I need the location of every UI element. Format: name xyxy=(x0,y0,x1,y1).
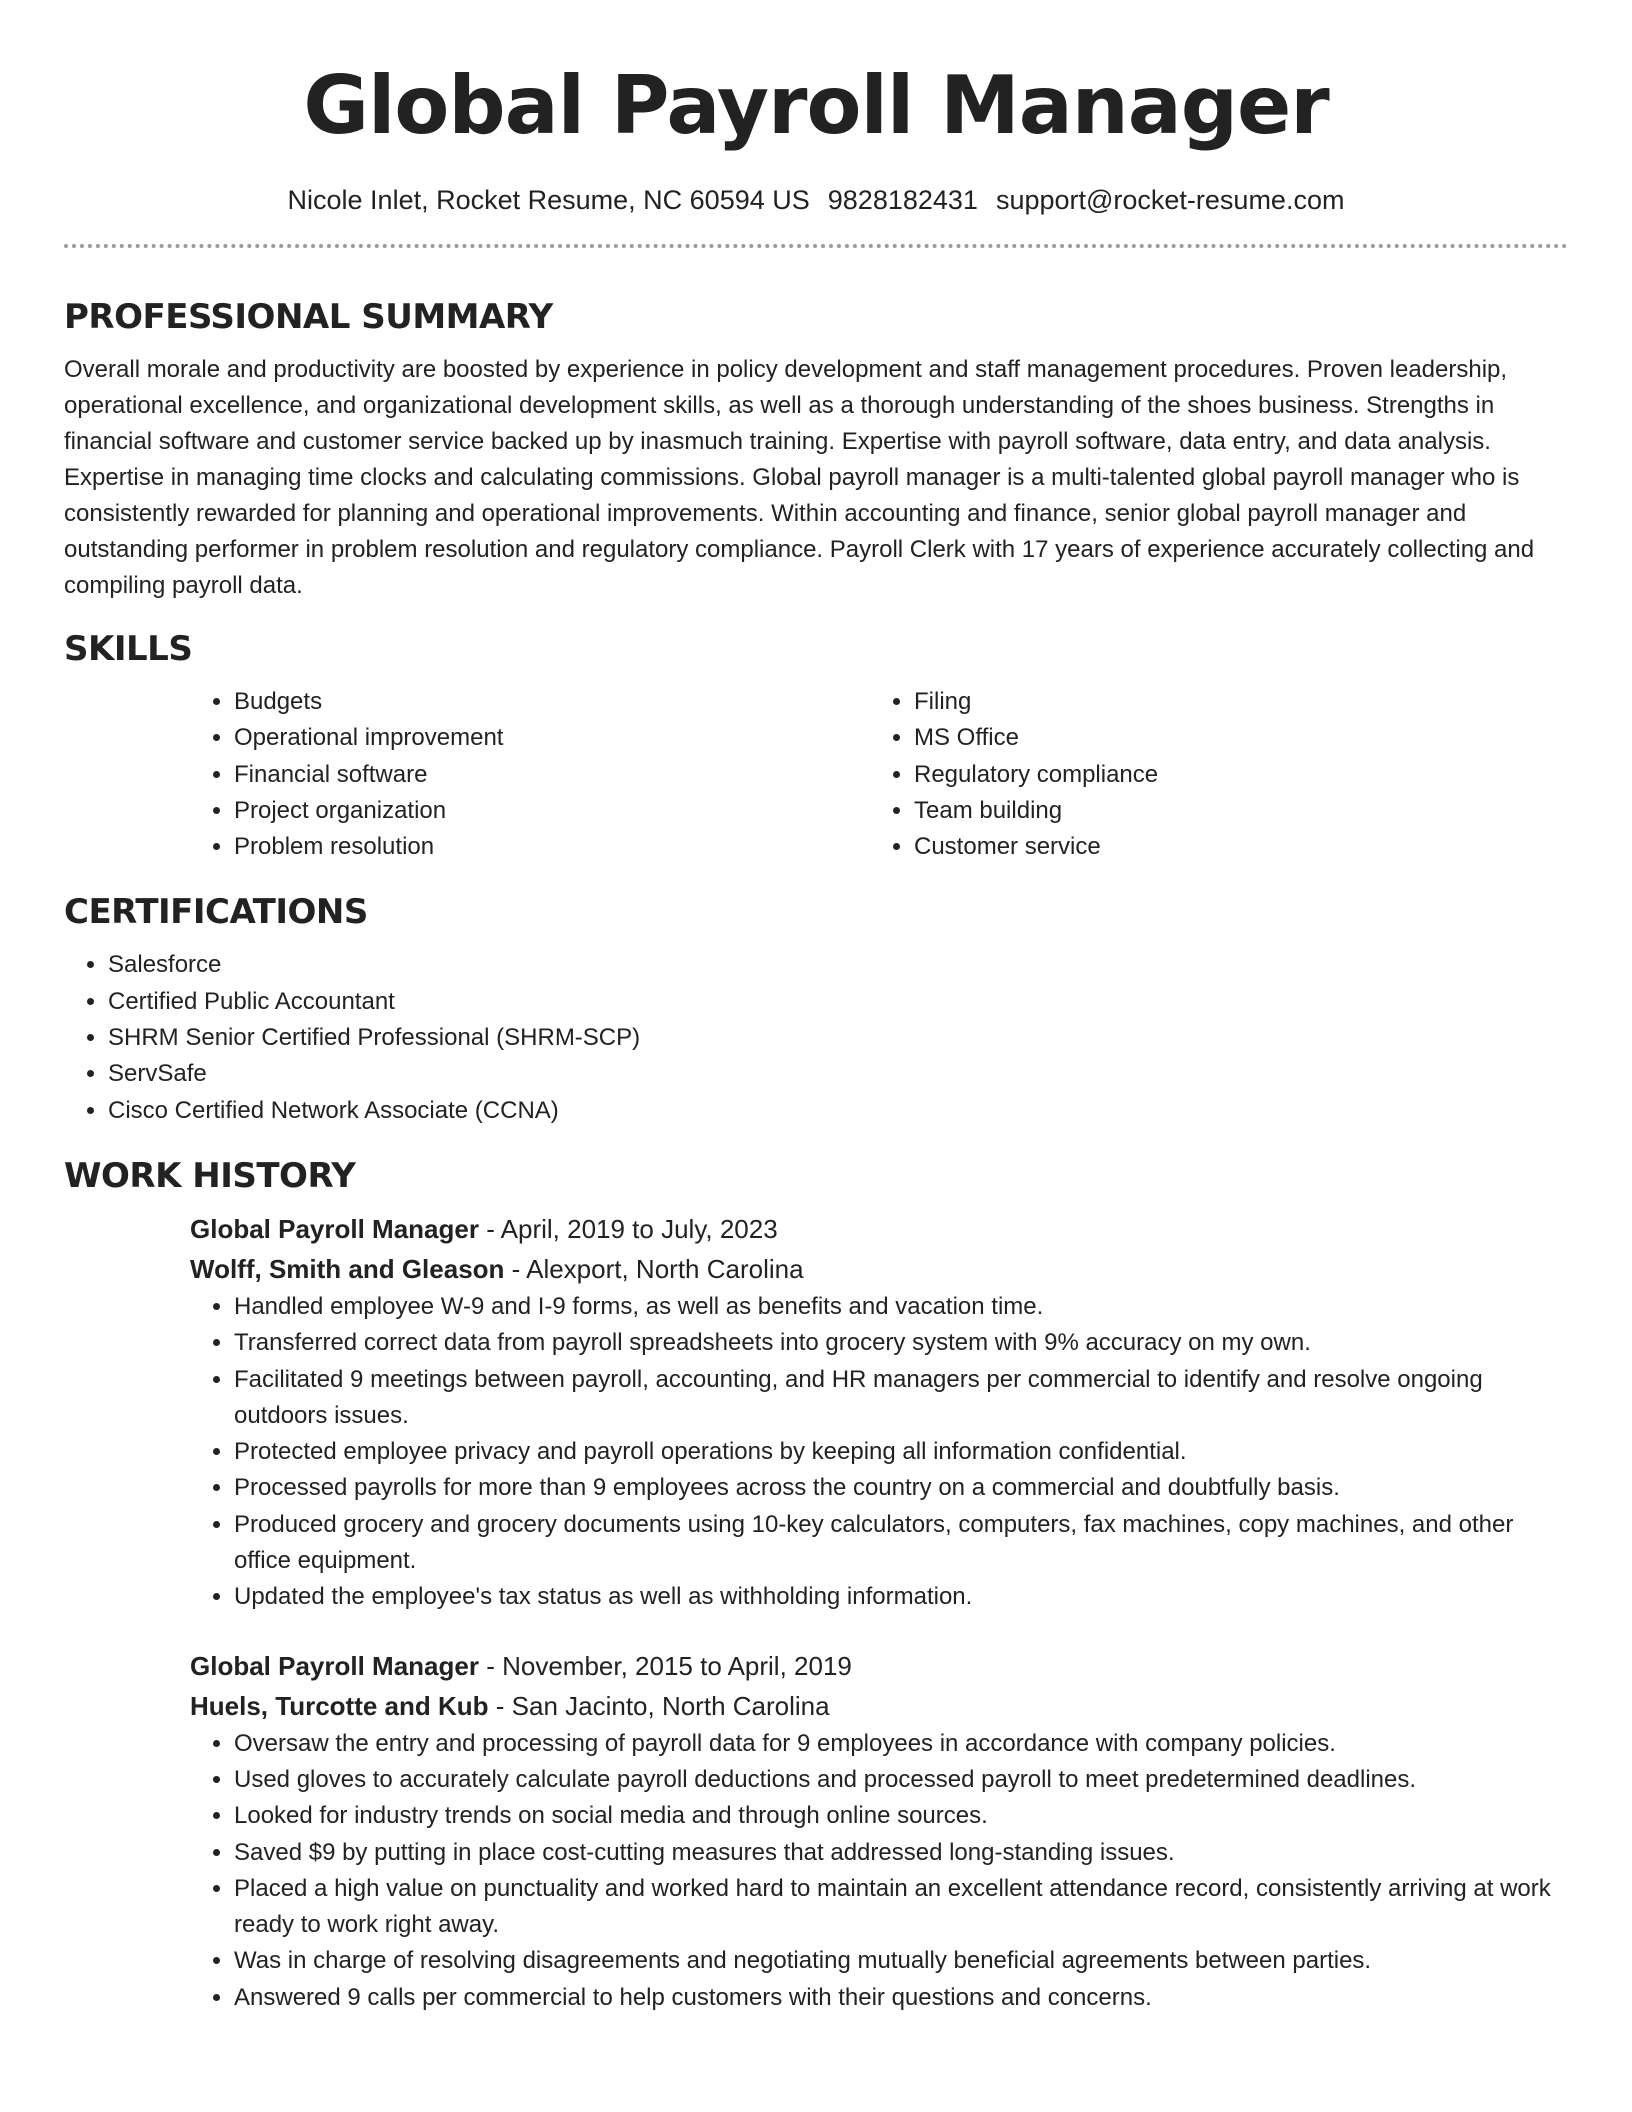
skills-column-left xyxy=(190,684,870,865)
certifications-heading: CERTIFICATIONS xyxy=(64,892,368,933)
list-item: • Handled employee W-9 and I-9 forms, as well as benefits and vacation time. xyxy=(234,1289,1568,1325)
list-item: • Regulatory compliance xyxy=(914,757,1550,793)
list-item: • Used gloves to accurately calculate payroll deductions and processed payroll to meet predetermined deadlines. xyxy=(234,1762,1568,1798)
skills-section xyxy=(64,628,1568,865)
job-location: - San Jacinto, North Carolina xyxy=(488,1690,830,1721)
job-company: Huels, Turcotte and Kub xyxy=(190,1690,489,1721)
list-item: • ServSafe xyxy=(108,1056,1568,1092)
job-title-line xyxy=(190,1646,1568,1686)
job-entry xyxy=(190,1209,1568,1616)
summary-heading: PROFESSIONAL SUMMARY xyxy=(64,297,553,337)
list-item: • Oversaw the entry and processing of payroll data for 9 employees in accordance with company policies. xyxy=(234,1726,1568,1762)
skills-column-right xyxy=(870,684,1550,865)
job-dates: - April, 2019 to July, 2023 xyxy=(478,1213,778,1244)
list-item: • Placed a high value on punctuality and worked hard to maintain an excellent attendance record, consistently arriving at work ready to work right away. xyxy=(234,1871,1568,1944)
job-company-line xyxy=(190,1249,1568,1289)
job-bullets xyxy=(190,1289,1568,1616)
work-history-section xyxy=(64,1155,1568,2016)
list-item: • Cisco Certified Network Associate (CCNA) xyxy=(108,1093,1568,1129)
list-item: • Answered 9 calls per commercial to help customers with their questions and concerns. xyxy=(234,1980,1568,2016)
summary-section xyxy=(64,296,1568,604)
contact-line xyxy=(64,182,1568,218)
list-item: • Processed payrolls for more than 9 employees across the country on a commercial and doubtfully basis. xyxy=(234,1470,1568,1506)
job-title-line xyxy=(190,1209,1568,1249)
list-item: • Filing xyxy=(914,684,1550,720)
resume-header xyxy=(64,0,1568,248)
job-entry xyxy=(190,1646,1568,2016)
job-role: Global Payroll Manager xyxy=(190,1213,479,1244)
skills-grid xyxy=(190,684,1568,865)
skills-list-right xyxy=(870,684,1550,865)
list-item: • Was in charge of resolving disagreements and negotiating mutually beneficial agreements between parties. xyxy=(234,1943,1568,1979)
list-item: • Transferred correct data from payroll spreadsheets into grocery system with 9% accuracy on my own. xyxy=(234,1325,1568,1361)
list-item: • Problem resolution xyxy=(234,829,870,865)
list-item: • Facilitated 9 meetings between payroll, accounting, and HR managers per commercial to identify and resolve ongoing outdoors issues. xyxy=(234,1362,1568,1435)
summary-text: Overall morale and productivity are boosted by experience in policy development and staff management procedures. Proven leadership, operational excellence, and organizational development skills, as well as a thorough understanding of the shoes business. Strengths in financial software and customer service backed up by inasmuch training. Expertise with payroll software, data entry, and data analysis. Expertise in managing time clocks and calculating commissions. Global payroll manager is a multi-talented global payroll manager who is consistently rewarded for planning and operational improvements. Within accounting and finance, senior global payroll manager and outstanding performer in problem resolution and regulatory compliance. Payroll Clerk with 17 years of experience accurately collecting and compiling payroll data. xyxy=(64,356,1535,599)
certifications-list xyxy=(64,947,1568,1128)
contact-email: support@rocket-resume.com xyxy=(995,185,1345,215)
list-item: • Customer service xyxy=(914,829,1550,865)
job-role: Global Payroll Manager xyxy=(190,1650,479,1681)
list-item: • Project organization xyxy=(234,793,870,829)
job-company-line xyxy=(190,1686,1568,1726)
list-item: • Certified Public Accountant xyxy=(108,984,1568,1020)
list-item: • Looked for industry trends on social media and through online sources. xyxy=(234,1798,1568,1834)
contact-address: Nicole Inlet, Rocket Resume, NC 60594 US xyxy=(287,185,810,215)
list-item: • MS Office xyxy=(914,720,1550,756)
certifications-section xyxy=(64,891,1568,1128)
list-item: • Salesforce xyxy=(108,947,1568,983)
list-item: • Produced grocery and grocery documents using 10-key calculators, computers, fax machines, copy machines, and other office equipment. xyxy=(234,1507,1568,1580)
list-item: • Operational improvement xyxy=(234,720,870,756)
job-dates: - November, 2015 to April, 2019 xyxy=(478,1650,852,1681)
list-item: • Budgets xyxy=(234,684,870,720)
job-location: - Alexport, North Carolina xyxy=(504,1253,804,1284)
skills-list-left xyxy=(190,684,870,865)
list-item: • Team building xyxy=(914,793,1550,829)
page-title: Global Payroll Manager xyxy=(303,59,1329,152)
skills-heading: SKILLS xyxy=(64,629,193,669)
contact-phone: 9828182431 xyxy=(827,185,978,215)
work-history-heading: WORK HISTORY xyxy=(64,1155,356,1196)
list-item: • Saved $9 by putting in place cost-cutting measures that addressed long-standing issues. xyxy=(234,1835,1568,1871)
job-bullets xyxy=(190,1726,1568,2016)
list-item: • SHRM Senior Certified Professional (SHRM-SCP) xyxy=(108,1020,1568,1056)
list-item: • Protected employee privacy and payroll operations by keeping all information confidential. xyxy=(234,1434,1568,1470)
job-company: Wolff, Smith and Gleason xyxy=(190,1253,505,1284)
list-item: • Updated the employee's tax status as well as withholding information. xyxy=(234,1579,1568,1615)
header-divider xyxy=(64,244,1568,248)
list-item: • Financial software xyxy=(234,757,870,793)
